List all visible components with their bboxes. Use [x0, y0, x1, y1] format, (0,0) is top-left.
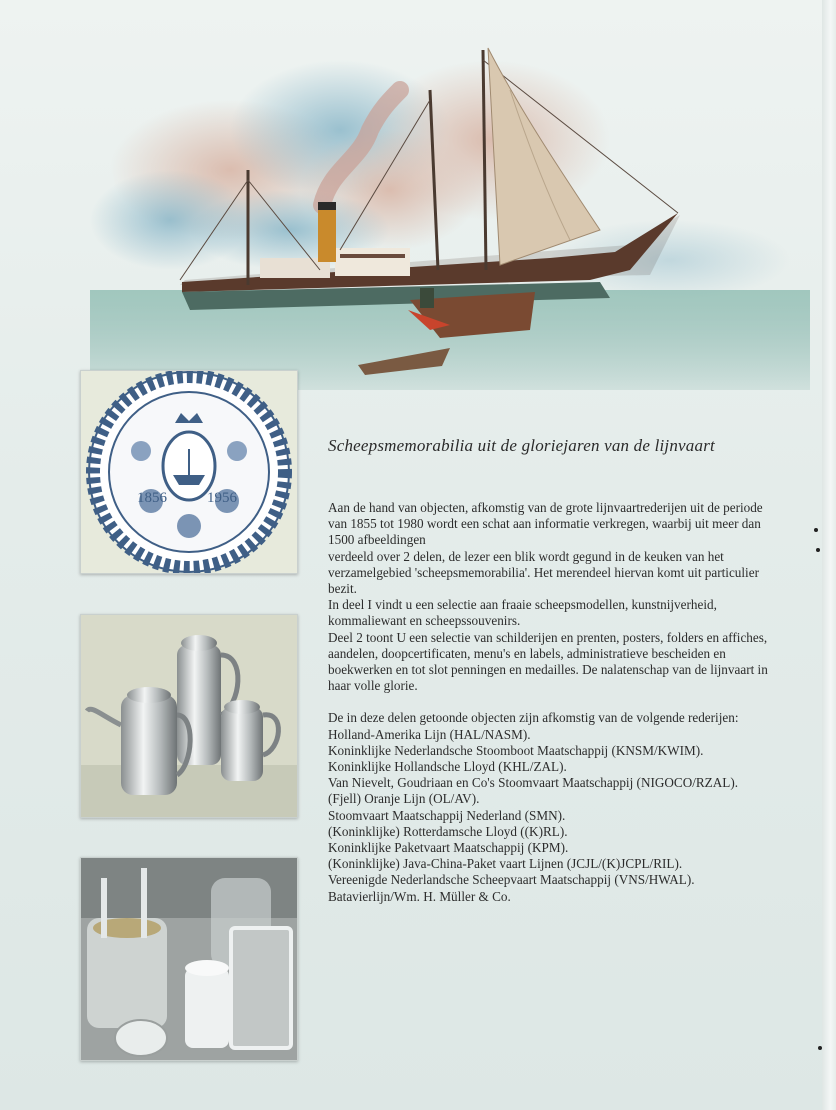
company-item: Batavierlijn/Wm. H. Müller & Co.: [328, 888, 511, 904]
company-item: Van Nievelt, Goudriaan en Co's Stoomvaart Maatschappij (NIGOCO/RZAL).: [328, 775, 739, 791]
binding-hole: [814, 528, 818, 532]
intro-line: In deel I vindt u een selectie aan fraaie scheepsmodellen, kunstnijverheid,: [328, 597, 717, 613]
company-item: (Koninklijke) Rotterdamsche Lloyd ((K)RL).: [328, 823, 568, 839]
company-item: (Fjell) Oranje Lijn (OL/AV).: [328, 791, 480, 807]
intro-line: 1500 afbeeldingen: [328, 532, 426, 548]
silver-cruet-set-photo: [80, 857, 298, 1061]
intro-paragraph: [328, 500, 798, 694]
company-item: Koninklijke Hollandsche Lloyd (KHL/ZAL).: [328, 759, 567, 775]
intro-line: haar volle glorie.: [328, 678, 418, 694]
delft-plate-photo: [80, 370, 298, 574]
company-item: Koninklijke Paketvaart Maatschappij (KPM).: [328, 840, 569, 856]
intro-line: bezit.: [328, 581, 357, 597]
intro-line: Aan de hand van objecten, afkomstig van de grote lijnvaartrederijen uit de periode: [328, 500, 763, 515]
company-item: Vereenigde Nederlandsche Scheepvaart Maatschappij (VNS/HWAL).: [328, 872, 695, 888]
intro-line: verzamelgebied 'scheepsmemorabilia'. Het merendeel hiervan komt uit particulier: [328, 564, 759, 580]
plate-year-right: 1956: [207, 490, 237, 506]
company-item: Holland-Amerika Lijn (HAL/NASM).: [328, 726, 531, 742]
intro-line: Deel 2 toont U een selectie van schilderijen en prenten, posters, folders en affiches,: [328, 629, 768, 645]
page-title: Scheepsmemorabilia uit de gloriejaren van de lijnvaart: [328, 436, 715, 455]
body-text: [328, 500, 798, 905]
intro-line: boekwerken en tot slot penningen en medailles. De nalatenschap van de lijnvaart in: [328, 662, 768, 678]
page-edge: [822, 0, 836, 1110]
silver-coffee-set-photo: [80, 614, 298, 818]
company-item: (Koninklijke) Java-China-Paket vaart Lijnen (JCJL/(K)JCPL/RIL).: [328, 856, 683, 872]
plate-year-left: 1856: [137, 490, 167, 506]
intro-line: verdeeld over 2 delen, de lezer een blik wordt gegund in de keuken van het: [328, 548, 724, 564]
company-item: Koninklijke Nederlandsche Stoomboot Maatschappij (KNSM/KWIM).: [328, 742, 704, 758]
binding-hole: [818, 1046, 822, 1050]
binding-hole: [816, 548, 820, 552]
company-list-heading: De in deze delen getoonde objecten zijn afkomstig van de volgende rederijen:: [328, 710, 739, 726]
intro-line: van 1855 tot 1980 wordt een schat aan informatie verkregen, waarbij uit meer dan: [328, 516, 761, 532]
hero-ship-painting: [90, 30, 810, 390]
intro-line: aandelen, doopcertificaten, menu's en labels, administratieve bescheiden en: [328, 645, 726, 661]
intro-line: kommaliewant en scheepssouvenirs.: [328, 613, 521, 629]
company-list: [328, 727, 798, 905]
company-item: Stoomvaart Maatschappij Nederland (SMN).: [328, 807, 566, 823]
